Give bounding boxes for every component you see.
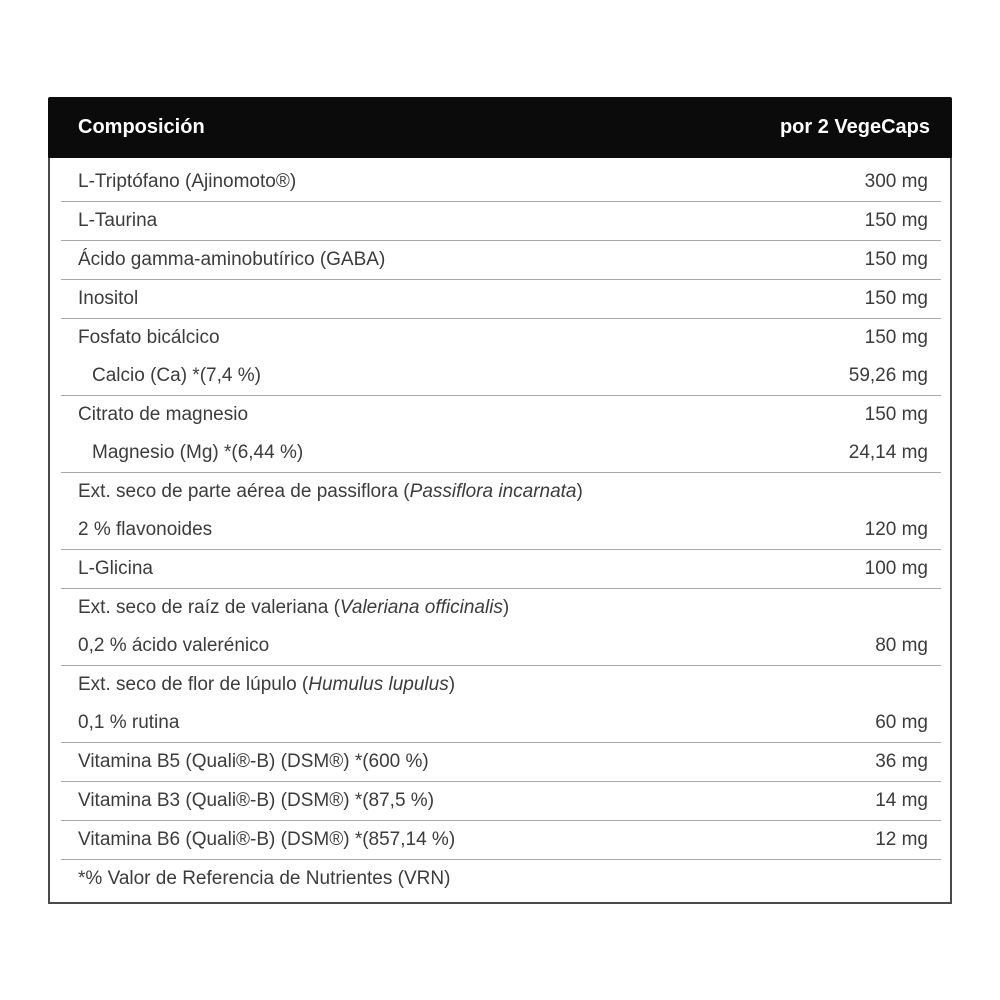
table-row	[50, 782, 950, 820]
table-row	[50, 821, 950, 859]
ingredient-name: Vitamina B6 (Quali®-B) (DSM®) *(857,14 %)	[78, 829, 456, 850]
table-row	[50, 396, 950, 434]
ingredient-amount: 150 mg	[864, 327, 928, 348]
table-row	[50, 704, 950, 742]
table-row	[50, 202, 950, 240]
ingredient-name: Ext. seco de parte aérea de passiflora (Passiflora incarnata)	[78, 481, 583, 502]
ingredient-name: Ácido gamma-aminobutírico (GABA)	[78, 249, 386, 270]
latin-name: Passiflora incarnata	[409, 481, 577, 502]
ingredient-amount: 300 mg	[864, 171, 928, 192]
ingredient-amount: 14 mg	[875, 790, 928, 811]
ingredient-amount: 80 mg	[875, 635, 928, 656]
latin-name: Valeriana officinalis	[339, 597, 503, 618]
ingredient-name: *% Valor de Referencia de Nutrientes (VRN)	[78, 868, 451, 889]
table-row	[50, 357, 950, 395]
serving-size-label: por 2 VegeCaps	[779, 116, 930, 138]
latin-name: Humulus lupulus	[308, 674, 449, 695]
composition-table	[48, 97, 952, 904]
table-header	[48, 97, 952, 158]
table-row	[50, 666, 950, 704]
ingredient-name: Vitamina B3 (Quali®-B) (DSM®) *(87,5 %)	[78, 790, 435, 811]
ingredient-amount: 59,26 mg	[848, 365, 928, 386]
ingredient-name: Magnesio (Mg) *(6,44 %)	[92, 442, 304, 463]
ingredient-name: 2 % flavonoides	[78, 519, 213, 540]
ingredient-amount: 24,14 mg	[848, 442, 928, 463]
table-row	[50, 319, 950, 357]
table-body	[48, 158, 952, 904]
table-row	[50, 627, 950, 665]
ingredient-name: L-Taurina	[78, 210, 158, 231]
ingredient-amount: 36 mg	[875, 751, 928, 772]
ingredient-amount: 150 mg	[864, 404, 928, 425]
ingredient-amount: 60 mg	[875, 712, 928, 733]
ingredient-amount: 150 mg	[864, 288, 928, 309]
table-row	[50, 589, 950, 627]
ingredient-amount: 120 mg	[864, 519, 928, 540]
table-title: Composición	[78, 116, 205, 138]
table-row	[50, 241, 950, 279]
ingredient-name: 0,1 % rutina	[78, 712, 180, 733]
ingredient-name: Calcio (Ca) *(7,4 %)	[92, 365, 261, 386]
table-row	[50, 434, 950, 472]
ingredient-name: Inositol	[78, 288, 139, 309]
ingredient-name: L-Triptófano (Ajinomoto®)	[78, 171, 297, 192]
table-row	[50, 163, 950, 201]
ingredient-name: Citrato de magnesio	[78, 404, 249, 425]
ingredient-amount: 150 mg	[864, 249, 928, 270]
ingredient-name: Fosfato bicálcico	[78, 327, 220, 348]
ingredient-name: Ext. seco de raíz de valeriana (Valeriana officinalis)	[78, 597, 510, 618]
ingredient-name: 0,2 % ácido valerénico	[78, 635, 270, 656]
ingredient-amount: 100 mg	[864, 558, 928, 579]
table-row	[50, 280, 950, 318]
table-row	[50, 743, 950, 781]
table-row	[50, 511, 950, 549]
ingredient-amount: 150 mg	[864, 210, 928, 231]
ingredient-name: L-Glicina	[78, 558, 153, 579]
table-row	[50, 473, 950, 511]
footnote-row	[50, 860, 950, 898]
ingredient-name: Vitamina B5 (Quali®-B) (DSM®) *(600 %)	[78, 751, 429, 772]
table-row	[50, 550, 950, 588]
ingredient-name: Ext. seco de flor de lúpulo (Humulus lupulus)	[78, 674, 456, 695]
ingredient-amount: 12 mg	[875, 829, 928, 850]
